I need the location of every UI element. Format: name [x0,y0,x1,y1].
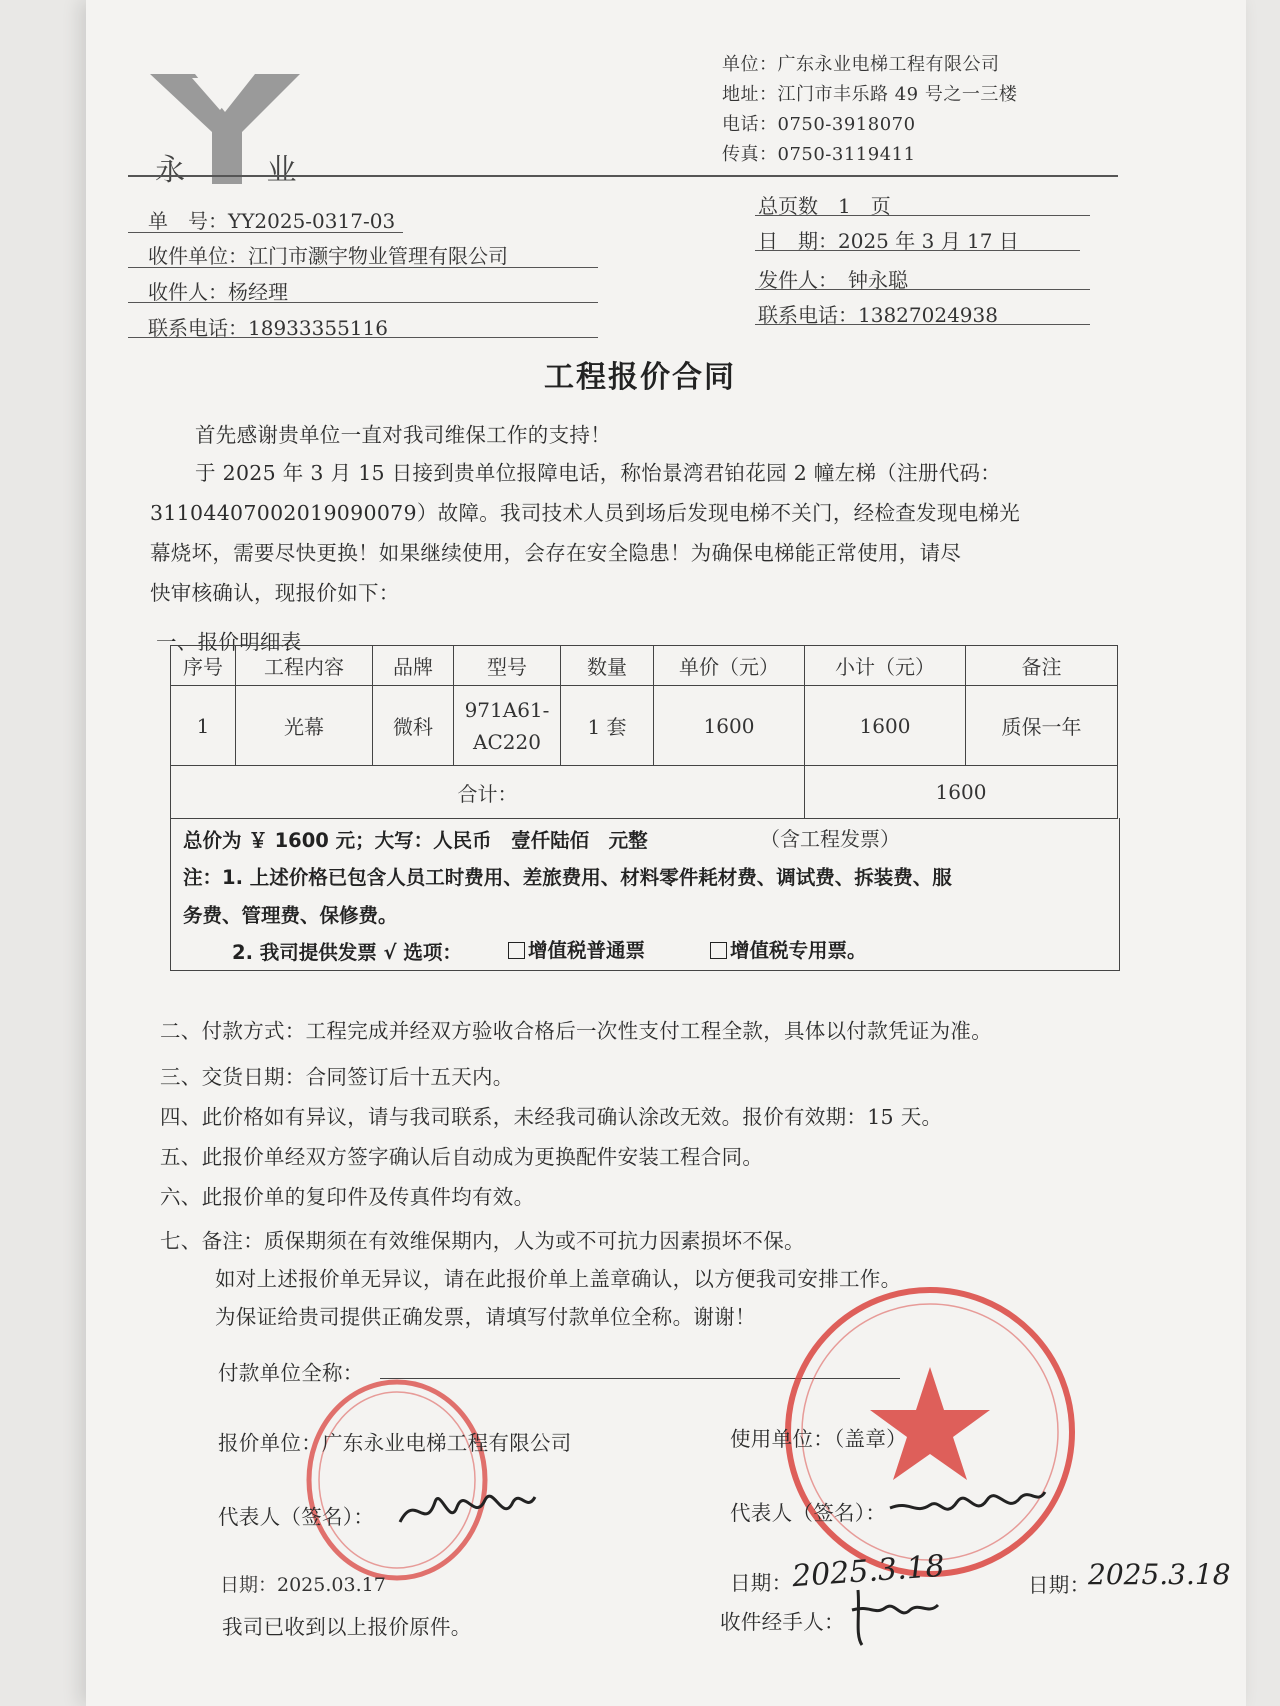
signature-right [885,1470,1050,1535]
quote-table [170,645,1118,819]
closing-line-1: 如对上述报价单无异议，请在此报价单上盖章确认，以方便我司安排工作。 [215,1267,902,1291]
order-number: 单 号：YY2025-0317-03 [148,209,396,233]
company-address: 地址：江门市丰乐路 49 号之一三楼 [722,84,1018,105]
table-header-cell: 工程内容 [236,646,373,686]
intro-line-1: 首先感谢贵单位一直对我司维保工作的支持！ [195,423,611,447]
table-total-label: 合计： [171,766,805,819]
rep-right-label: 代表人（签名）： [730,1501,887,1525]
term-price-objection: 四、此价格如有异议，请与我司联系，未经我司确认涂改无效。报价有效期：15 天。 [160,1105,943,1129]
table-cell: 质保一年 [966,686,1118,766]
invoice-option-normal-label: 增值税普通票 [528,939,646,962]
checkbox-icon [508,942,525,959]
table-header-row [171,646,1118,686]
rep-left-label: 代表人（签名）： [218,1505,375,1529]
table-cell: 1 [171,686,236,766]
quote-unit: 报价单位：广东永业电梯工程有限公司 [218,1431,572,1455]
table-cell-model: 971A61- AC220 [454,686,561,766]
intro-line-5: 快审核确认，现报价如下： [150,581,400,605]
total-price: 总价为 ￥ 1600 元；大写：人民币 壹仟陆佰 元整 [183,829,648,852]
field-underline [755,250,1080,251]
table-cell: 1600 [805,686,966,766]
handler-label: 收件经手人： [720,1610,845,1634]
date-far-label: 日期： [1028,1573,1091,1597]
table-header-cell: 备注 [966,646,1118,686]
company-fax: 传真：0750-3119411 [722,144,916,165]
sender-name: 发件人： 钟永聪 [758,268,908,292]
company-unit: 单位：广东永业电梯工程有限公司 [722,54,1000,75]
term-warranty: 七、备注：质保期须在有效维保期内，人为或不可抗力因素损坏不保。 [160,1229,805,1253]
table-header-cell: 小计（元） [805,646,966,686]
user-unit: 使用单位：（盖章） [730,1427,907,1451]
date-far-handwritten: 2025.3.18 [1088,1558,1231,1591]
recipient-phone: 联系电话：18933355116 [148,316,388,340]
table-row [171,686,1118,766]
invoice-option-normal[interactable] [508,935,645,963]
table-header-cell: 型号 [454,646,561,686]
payer-label: 付款单位全称： [218,1361,364,1385]
table-total-row [171,766,1118,819]
invoice-option-special-label: 增值税专用票。 [730,939,867,962]
field-underline [755,289,1090,290]
header-divider [128,175,1118,177]
note-2: 2. 我司提供发票 √ 选项： [232,941,462,964]
note-1-line-2: 务费、管理费、保修费。 [183,904,398,927]
field-underline [128,302,598,303]
table-header-cell: 单价（元） [654,646,805,686]
document-title: 工程报价合同 [544,360,736,395]
signature-handler [850,1580,945,1650]
field-underline [755,215,1090,216]
company-phone: 电话：0750-3918070 [722,114,916,135]
total-pages: 总页数 1 页 [758,194,891,218]
field-underline [128,267,598,268]
note-1-line-1: 注：1. 上述价格已包含人员工时费用、差旅费用、材料零件耗材费、调试费、拆装费、服 [183,866,952,889]
term-payment: 二、付款方式：工程完成并经双方验收合格后一次性支付工程全款，具体以付款凭证为准。 [160,1019,992,1043]
intro-line-2: 于 2025 年 3 月 15 日接到贵单位报障电话，称怡景湾君铂花园 2 幢左梯（注册代码： [195,461,1002,485]
field-underline [128,232,403,233]
table-total-value: 1600 [805,766,1118,819]
checkbox-icon [710,942,727,959]
closing-line-2: 为保证给贵司提供正确发票，请填写付款单位全称。谢谢！ [215,1305,756,1329]
table-header-cell: 序号 [171,646,236,686]
signature-left [395,1472,540,1542]
recipient-unit: 收件单位：江门市灏宇物业管理有限公司 [148,244,508,268]
table-cell: 光幕 [236,686,373,766]
term-contract: 五、此报价单经双方签字确认后自动成为更换配件安装工程合同。 [160,1145,764,1169]
table-cell: 微科 [373,686,454,766]
received-note: 我司已收到以上报价原件。 [222,1615,472,1639]
quote-date: 日 期：2025 年 3 月 17 日 [758,229,1019,253]
sender-phone: 联系电话：13827024938 [758,303,998,327]
section-quote-table-heading: 一、报价明细表 [156,630,302,654]
date-right-label: 日期： [730,1571,793,1595]
table-cell: 1 套 [561,686,654,766]
term-copies: 六、此报价单的复印件及传真件均有效。 [160,1185,535,1209]
total-price-note: （含工程发票） [760,827,900,851]
table-header-cell: 品牌 [373,646,454,686]
date-right-handwritten: 2025.3.18 [790,1548,946,1595]
intro-line-3: 31104407002019090079）故障。我司技术人员到场后发现电梯不关门，经检查发现电梯光 [150,501,1021,525]
term-delivery: 三、交货日期：合同签订后十五天内。 [160,1065,514,1089]
invoice-option-special[interactable] [710,935,867,963]
intro-line-4: 幕烧坏，需要尽快更换！如果继续使用，会存在安全隐患！为确保电梯能正常使用，请尽 [150,541,962,565]
recipient-name: 收件人：杨经理 [148,280,288,304]
table-cell: 1600 [654,686,805,766]
logo-text: 永 业 [155,153,333,188]
date-left: 日期：2025.03.17 [220,1574,386,1596]
table-header-cell: 数量 [561,646,654,686]
field-underline [128,337,598,338]
field-underline [755,324,1090,325]
